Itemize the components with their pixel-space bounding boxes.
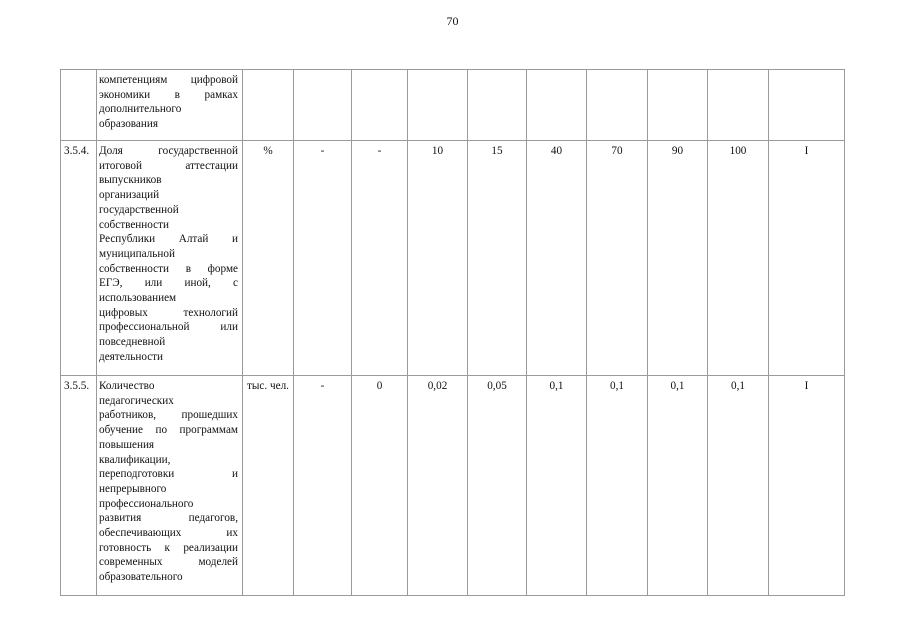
value-cell: 70 [587, 141, 648, 376]
value-cell: 90 [648, 141, 708, 376]
indicator-name-line: развития педагогов, [99, 512, 238, 525]
indicator-name-line: обучение по программам [99, 424, 238, 437]
value-cell: 40 [527, 141, 587, 376]
indicator-name-line: собственности в форме [99, 262, 238, 275]
indicator-name-line: компетенциям цифровой [99, 74, 238, 86]
table-row [61, 141, 845, 376]
value-cell [587, 70, 648, 141]
value-cell: I [769, 376, 845, 596]
indicator-name-line: обеспечивающих их [99, 527, 238, 540]
table-row [61, 70, 845, 141]
unit-cell: % [243, 141, 294, 376]
indicator-name-line: собственности [99, 218, 169, 231]
value-cell: 10 [408, 141, 468, 376]
value-cell [708, 70, 769, 141]
row-number: 3.5.5. [61, 376, 97, 596]
indicator-name-line: квалификации, [99, 453, 171, 466]
indicator-name-line: переподготовки и [99, 468, 238, 481]
indicator-name-line: профессиональной или [99, 321, 238, 334]
indicator-name-line: педагогических [99, 394, 174, 407]
indicator-name-line: Количество [99, 380, 155, 392]
unit-cell [243, 70, 294, 141]
indicator-name-line: работников, прошедших [99, 409, 238, 422]
indicator-name [97, 376, 243, 596]
value-cell [468, 70, 527, 141]
value-cell: 15 [468, 141, 527, 376]
page-number: 70 [446, 14, 459, 28]
indicator-name [97, 70, 243, 141]
indicator-name-line: повышения [99, 438, 155, 451]
indicator-name-line: цифровых технологий [99, 306, 238, 319]
value-cell: I [769, 141, 845, 376]
value-cell [527, 70, 587, 141]
indicator-name-line: деятельности [99, 350, 164, 363]
indicator-name-line: образовательного [99, 571, 183, 584]
indicator-name [97, 141, 243, 376]
indicator-name-line: организаций [99, 189, 160, 202]
value-cell: 0,1 [648, 376, 708, 596]
indicator-name-line: профессионального [99, 497, 194, 510]
indicator-name-line: современных моделей [99, 556, 238, 569]
value-cell: 100 [708, 141, 769, 376]
indicator-name-line: итоговой аттестации [99, 159, 238, 172]
indicator-name-line: государственной [99, 203, 179, 216]
indicator-name-line: готовность к реализации [99, 541, 238, 554]
value-cell [408, 70, 468, 141]
unit-cell: тыс. чел. [243, 376, 294, 596]
row-number: 3.5.4. [61, 141, 97, 376]
value-cell [769, 70, 845, 141]
indicator-name-line: экономики в рамках [99, 88, 238, 101]
indicator-name-line: выпускников [99, 174, 162, 187]
value-cell: 0,02 [408, 376, 468, 596]
value-cell: 0,1 [527, 376, 587, 596]
indicator-name-line: ЕГЭ, или иной, с [99, 277, 238, 290]
indicator-name-line: муниципальной [99, 247, 175, 260]
value-cell [352, 70, 408, 141]
value-cell: - [294, 141, 352, 376]
value-cell: 0,1 [708, 376, 769, 596]
indicator-name-line: Республики Алтай и [99, 233, 238, 246]
value-cell [294, 70, 352, 141]
indicator-name-line: повседневной [99, 336, 166, 349]
indicator-name-line: дополнительного [99, 103, 182, 116]
row-number [61, 70, 97, 141]
indicators-table [60, 69, 845, 596]
indicator-name-line: использованием [99, 292, 177, 305]
value-cell: 0 [352, 376, 408, 596]
table-row [61, 376, 845, 596]
value-cell: 0,05 [468, 376, 527, 596]
value-cell: 0,1 [587, 376, 648, 596]
value-cell: - [294, 376, 352, 596]
indicator-name-line: Доля государственной [99, 145, 238, 157]
indicator-name-line: непрерывного [99, 482, 167, 495]
value-cell [648, 70, 708, 141]
indicator-name-line: образования [99, 118, 159, 131]
value-cell: - [352, 141, 408, 376]
